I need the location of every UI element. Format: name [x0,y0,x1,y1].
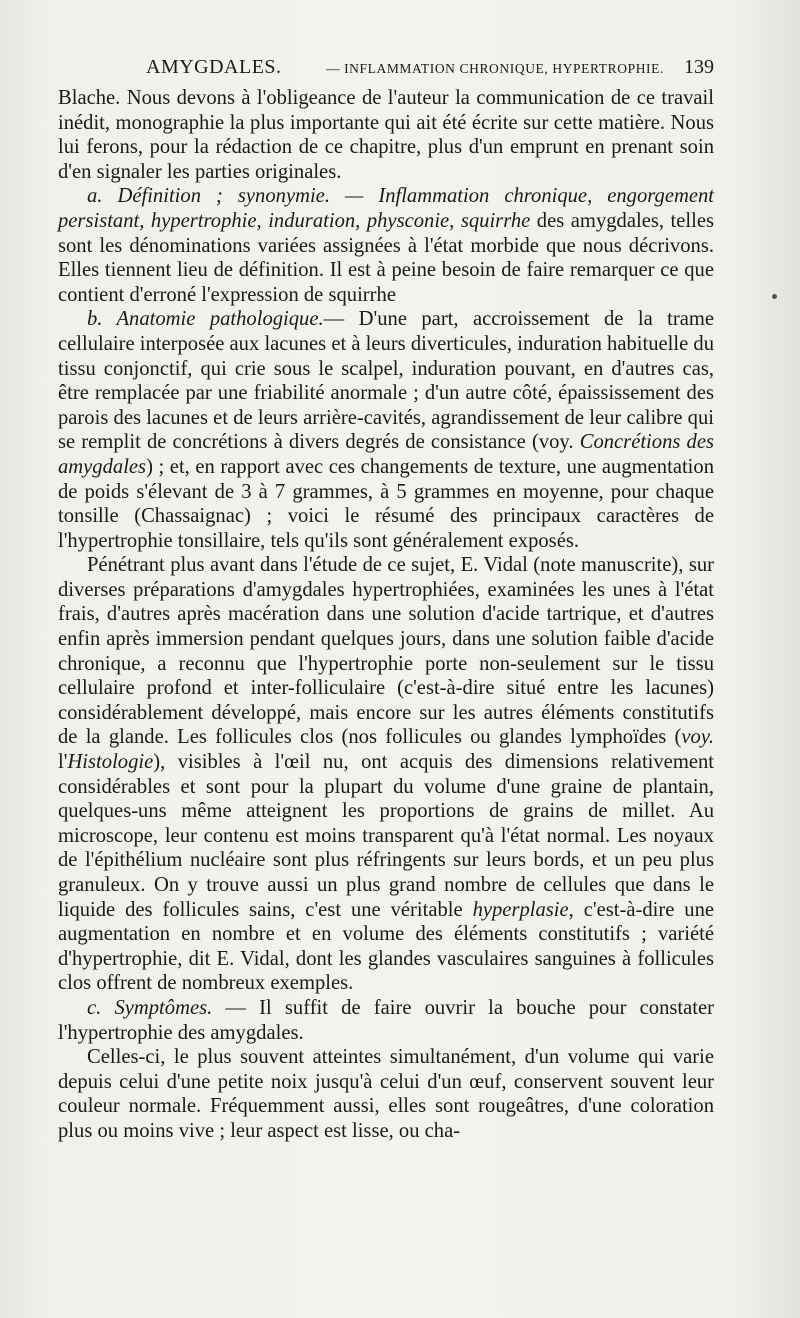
page-number: 139 [684,56,714,78]
paragraph-symptoms [58,996,714,1045]
anatomy-text-a: — D'une part, accroissement de la trame cellulaire interposée aux lacunes et à leurs diverticules, induration habituelle du tissu conjonctif, qui crie sous le scalpel, induration pouvant, en d'autres cas, être remplacée par une friabilité anormale ; d'un autre côté, épaississement des parois des lacunes et de leurs arrière-cavités, agrandissement de leur calibre qui se remplit de concrétions à divers degrés de consistance (voy. [58,308,715,454]
vidal-italic-voy: voy. [681,726,714,749]
vidal-text-d: , c'est-à-dire une augmentation en nombre et en volume des éléments constitutifs ; variété d'hypertrophie, dit E. Vidal, dont les glandes vasculaires sanguines à follicules clos offrent de nombreux exemples. [58,898,715,995]
paragraph-continuation: Blache. Nous devons à l'obligeance de l'auteur la communication de ce travail inédit, monographie la plus importante qui ait été écrite sur cette matière. Nous lui ferons, pour la rédaction de ce chapitre, plus d'un emprunt en prenant soin d'en signaler les parties originales. [58,87,714,183]
header-title: AMYGDALES. [146,56,282,78]
vidal-text-b: l' [58,751,68,774]
paragraph-anatomy [58,307,714,553]
header-subtitle: — INFLAMMATION CHRONIQUE, HYPERTROPHIE. [326,61,664,76]
anatomy-reference: Concrétions des amygdales [58,431,714,478]
paragraph-vidal [58,553,714,996]
symptoms-heading: c. Symptômes. [87,996,213,1019]
vidal-text-a: Pénétrant plus avant dans l'étude de ce sujet, E. Vidal (note manuscrite), sur diverses préparations d'amygdales hypertrophiées, examinées les unes à l'état frais, d'autres après macération dans une solution d'acide tartrique, et d'autres enfin après immersion pendant quelques jours, dans une solution faible d'acide chronique, a reconnu que l'hypertrophie porte non-seulement sur le tissu cellulaire profond et inter-folliculaire (c'est-à-dire situé entre les lacunes) considérablement développé, mais encore sur les autres éléments constitutifs de la glande. Les follicules clos (nos follicules ou glandes lymphoïdes ( [58,554,714,749]
vidal-italic-hyperplasie: hyperplasie [472,898,569,921]
anatomy-text-b: ) ; et, en rapport avec ces changements de texture, une augmentation de poids s'élevant de 3 à 7 grammes, à 5 grammes en moyenne, pour chaque tonsille (Chassaignac) ; voici le résumé des principaux caractères de l'hypertrophie tonsillaire, tels qu'ils sont généralement exposés. [58,455,714,552]
margin-dot [772,294,777,299]
definition-text: des amygdales, telles sont les dénominations variées assignées à l'état morbide que nous décrivons. Elles tiennent lieu de définition. Il est à peine besoin de faire remarquer ce que contient d'erroné l'expression de squirrhe [58,209,714,306]
anatomy-heading: b. Anatomie pathologique. [87,308,324,331]
vidal-text-c: ), visibles à l'œil nu, ont acquis des dimensions relativement considérables et sont pour la plupart du volume d'une graine de plantain, quelques-uns même atteignent les proportions de grains de millet. Au microscope, leur contenu est moins transparent qu'à l'état normal. Les noyaux de l'épithélium nucléaire sont plus réfringents sur leurs bords, et un peu plus granuleux. On y trouve aussi un plus grand nombre de cellules que dans le liquide des follicules sains, c'est une véritable [58,751,714,921]
vidal-italic-histologie: Histologie [67,751,154,774]
definition-heading: a. Définition ; synonymie. — Inflammation chronique, engorgement persistant, hypertrophie, induration, physconie, squirrhe [58,185,714,232]
symptoms-text: — Il suffit de faire ouvrir la bouche pour constater l'hypertrophie des amygdales. [58,996,714,1044]
paragraph-definition [58,184,714,307]
running-header [58,54,714,82]
paragraph-tonsils: Celles-ci, le plus souvent atteintes simultanément, d'un volume qui varie depuis celui d'une petite noix jusqu'à celui d'un œuf, conservent souvent leur couleur normale. Fréquemment aussi, elles sont rougeâtres, d'une coloration plus ou moins vive ; leur aspect est lisse, ou cha- [58,1046,714,1142]
page-body [58,86,714,1144]
